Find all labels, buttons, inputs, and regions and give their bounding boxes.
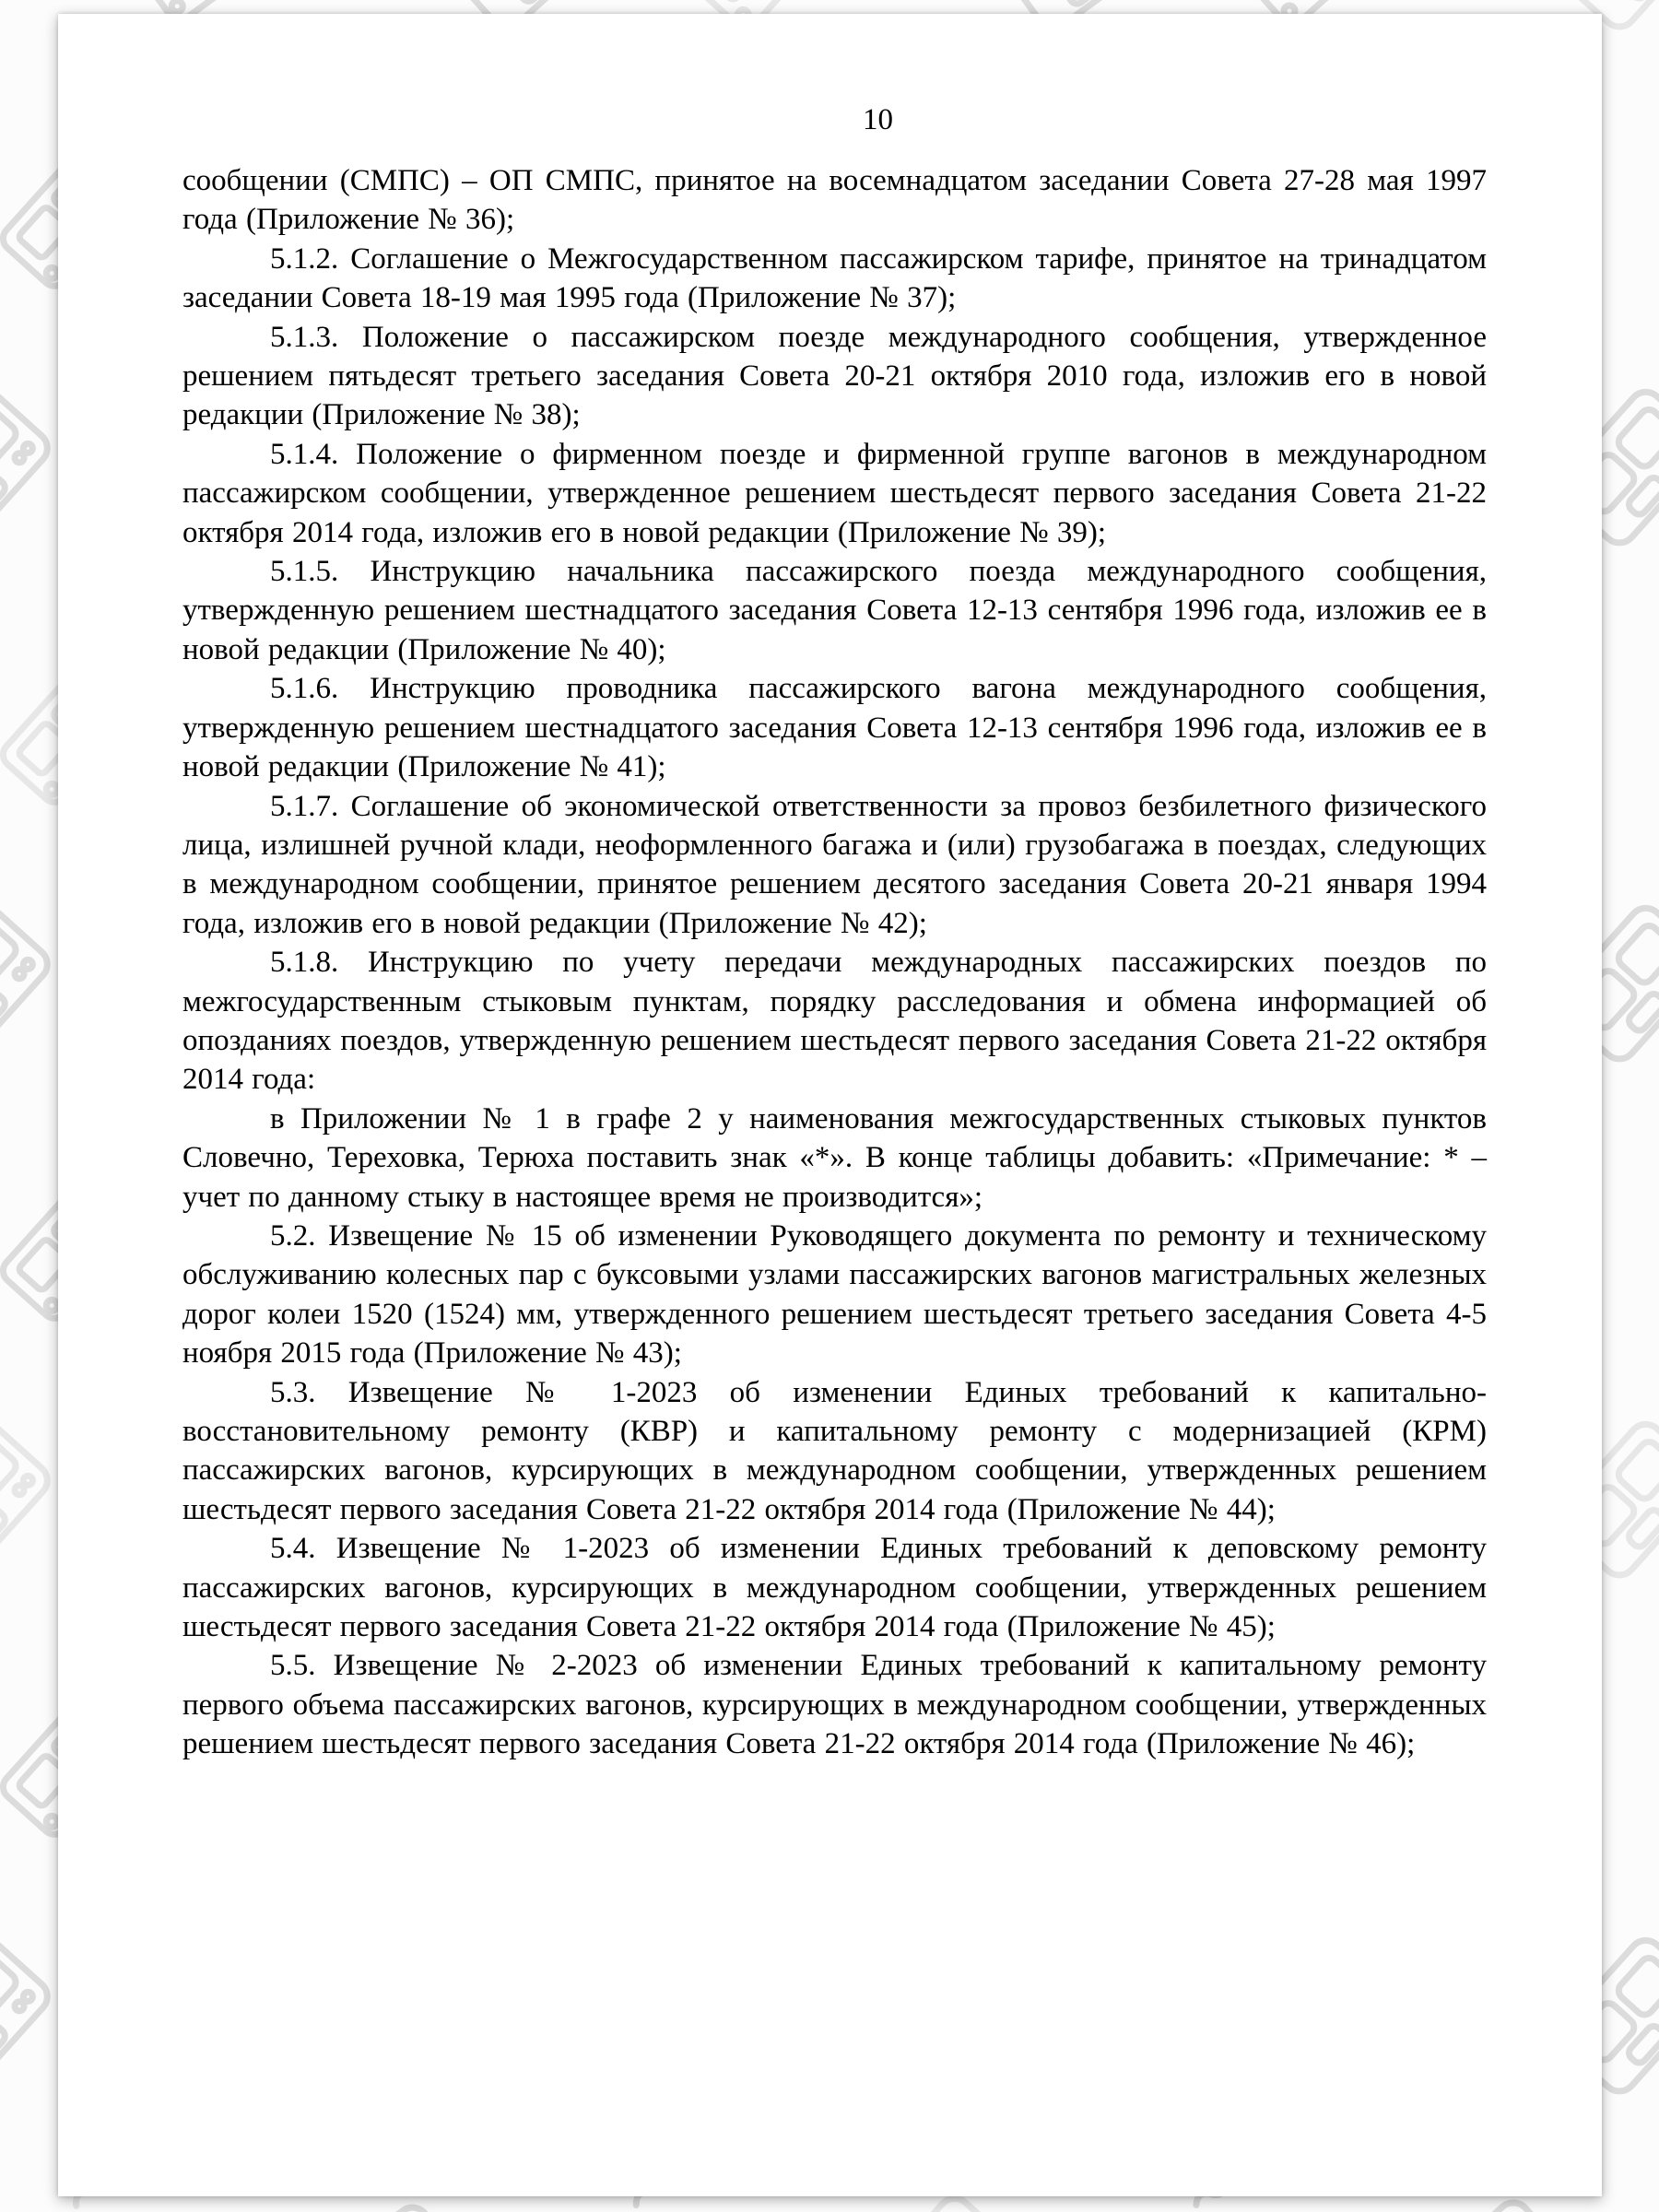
paragraph-item-5-1-4: 5.1.4. Положение о фирменном поезде и фирменной группе вагонов в международном пассажирском сообщении, утвержденное решением шестьдесят первого заседания Совета 21-22 октября 2014 года, изложив его в новой редакции (Приложение № 39); [182, 437, 1487, 549]
page-number: 10 [863, 103, 893, 136]
paragraph-item-5-1-7: 5.1.7. Соглашение об экономической ответственности за провоз безбилетного физического лица, излишней ручной клади, неоформленного багажа и (или) грузобагажа в поездах, следующих в международном сообщении, принятое решением десятого заседания Совета 20-21 января 1994 года, изложив его в новой редакции (Приложение № 42); [182, 789, 1487, 940]
paragraph-item-5-1-8: 5.1.8. Инструкцию по учету передачи международных пассажирских поездов по межгосударственным стыковым пунктам, порядку расследования и обмена информацией об опозданиях поездов, утвержденную решением шестьдесят первого заседания Совета 21-22 октября 2014 года: [182, 946, 1487, 1097]
paragraph-intro-continuation: сообщении (СМПС) – ОП СМПС, принятое на восемнадцатом заседании Совета 27-28 мая 1997 года (Приложение № 36); [182, 164, 1487, 237]
vehicle-doodle-icon [1618, 1109, 1659, 1371]
paragraph-item-5-1-8-note: в Приложении № 1 в графе 2 у наименования межгосударственных стыковых пунктов Словечно, Тереховка, Терюха поставить знак «*». В конце таблицы добавить: «Примечание: * – учет по данному стыку в настоящее время не производится»; [182, 1101, 1487, 1214]
paragraph-item-5-1-5: 5.1.5. Инструкцию начальника пассажирского поезда международного сообщения, утвержденную решением шестнадцатого заседания Совета 12-13 сентября 1996 года, изложив ее в новой редакции (Приложение № 40); [182, 555, 1487, 666]
paragraph-item-5-2: 5.2. Извещение № 15 об изменении Руководящего документа по ремонту и техническому обслуживанию колесных пар с буксовыми узлами пассажирских вагонов магистральных железных дорог колеи 1520 (1524) мм, утвержденного решением шестьдесят третьего заседания Совета 4-5 ноября 2015 года (Приложение № 43); [182, 1218, 1487, 1371]
vehicle-doodle-icon [1618, 2141, 1659, 2212]
paragraph-item-5-4: 5.4. Извещение № 1-2023 об изменении Единых требований к деповскому ремонту пассажирских вагонов, курсирующих в международном сообщении, утвержденных решением шестьдесят первого заседания Совета 21-22 октября 2014 года (Приложение № 45); [182, 1532, 1487, 1644]
paragraph-item-5-1-3: 5.1.3. Положение о пассажирском поезде международного сообщения, утвержденное решением пятьдесят третьего заседания Совета 20-21 октября 2010 года, изложив его в новой редакции (Приложение № 38); [182, 320, 1487, 432]
document-body [182, 161, 1487, 1764]
paragraph-item-5-1-6: 5.1.6. Инструкцию проводника пассажирского вагона международного сообщения, утвержденную решением шестнадцатого заседания Совета 12-13 сентября 1996 года, изложив ее в новой редакции (Приложение № 41); [182, 672, 1487, 784]
vehicle-doodle-icon [1618, 593, 1659, 855]
paragraph-item-5-3: 5.3. Извещение № 1-2023 об изменении Единых требований к капитально-восстановительному ремонту (КВР) и капитальному ремонту с модернизацией (КРМ) пассажирских вагонов, курсирующих в международном сообщении, утвержденных решением шестьдесят первого заседания Совета 21-22 октября 2014 года (Приложение № 44); [182, 1375, 1487, 1526]
vehicle-doodle-icon [1618, 1625, 1659, 1888]
paragraph-item-5-5: 5.5. Извещение № 2-2023 об изменении Единых требований к капитальному ремонту первого объема пассажирских вагонов, курсирующих в международном сообщении, утвержденных решением шестьдесят первого заседания Совета 21-22 октября 2014 года (Приложение № 46); [182, 1649, 1487, 1761]
document-page [58, 14, 1602, 2196]
paragraph-item-5-1-2: 5.1.2. Соглашение о Межгосударственном пассажирском тарифе, принятое на тринадцатом заседании Совета 18-19 мая 1995 года (Приложение № 37); [182, 241, 1487, 315]
